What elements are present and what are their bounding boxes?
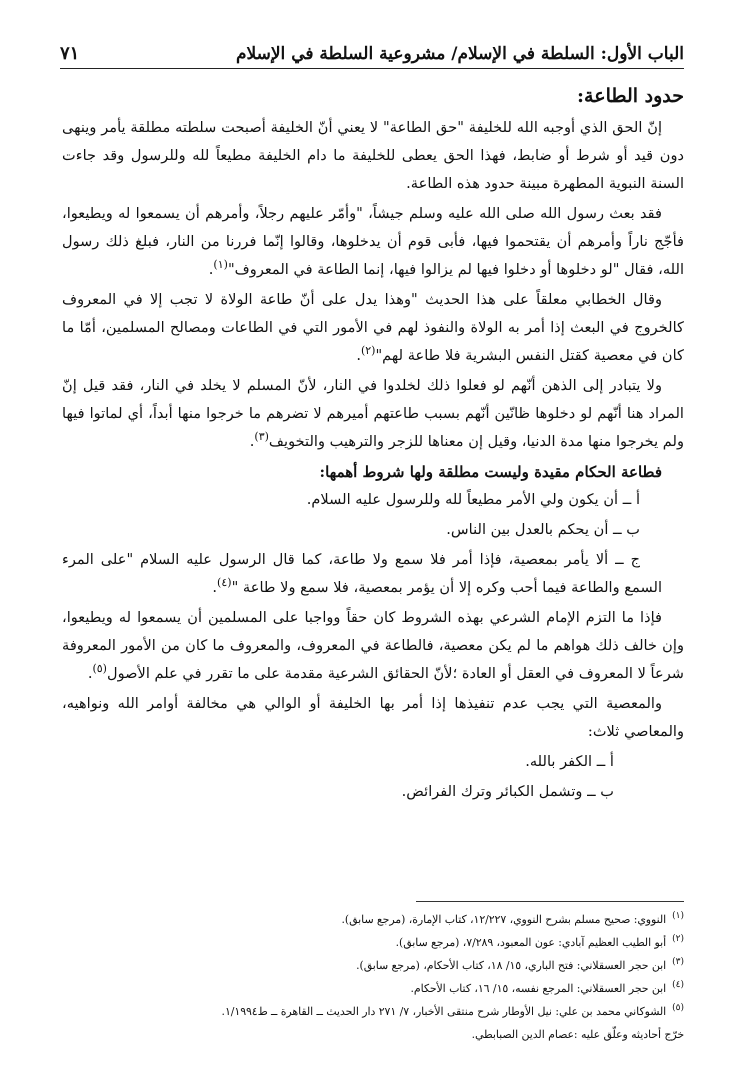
footnote: $^{(٢)}$أبو الطيب العظيم آبادي: عون المعبود، ٧/٢٨٩، (مرجع سابق). — [395, 934, 684, 949]
footnote-ref-1[interactable]: (١) — [213, 258, 228, 272]
paragraph-2: فقد بعث رسول الله صلى الله عليه وسلم جيشاً، "وأمّر عليهم رجلاً، وأمرهم أن يسمعوا له ويطيعوا، فأجّج ناراً وأمرهم أن يقتحموا فيها، فأبى قوم أن يدخلوها، وقالوا إنّما فررنا من النار، فبلغ ذلك رسول الله، فقال "لو دخلوها أو دخلوا فيها لم يزالوا فيها، إنما الطاعة في المعروف"$^{(١)}$. — [62, 205, 684, 278]
footnote-ref-3[interactable]: (٣) — [254, 430, 269, 444]
footnote-divider — [416, 901, 684, 902]
conditions-heading: فطاعة الحكام مقيدة وليست مطلقة ولها شروط أهمها: — [319, 463, 662, 481]
footnote: $^{(١)}$النووي: صحيح مسلم بشرح النووي، ١٢/٢٢٧، كتاب الإمارة، (مرجع سابق). — [341, 911, 684, 926]
page-number: ٧١ — [60, 43, 80, 64]
running-header — [60, 32, 684, 69]
footnote: $^{(٣)}$ابن حجر العسقلاني: فتح الباري، ١٥/ ١٨، كتاب الأحكام، (مرجع سابق). — [356, 957, 684, 972]
paragraph-5: فإذا ما التزم الإمام الشرعي بهذه الشروط كان حقاً وواجبا على المسلمين أن يسمعوا له ويطيعوا، وإن خالف ذلك هواهم ما لم يكن معصية، فالطاعة في المعروف، والمعروف ما كان من الأمور المعروفة شرعاً لا المعروف في العقل أو العادة ؛لأنّ الحقائق الشرعية مقدمة على ما تقرر في علم الأصول$^{(٥)}$. — [62, 609, 684, 682]
footnote-ref-2[interactable]: (٢) — [360, 344, 376, 358]
condition-item: أ ــ أن يكون ولي الأمر مطيعاً لله وللرسول عليه السلام. — [306, 491, 640, 508]
header-title: الباب الأول: السلطة في الإسلام/ مشروعية السلطة في الإسلام — [235, 44, 684, 64]
condition-item: ب ــ أن يحكم بالعدل بين الناس. — [446, 521, 640, 538]
paragraph-4: ولا يتبادر إلى الذهن أنّهم لو فعلوا ذلك لخلدوا في النار، لأنّ المسلم لا يخلد في النار، فقد قيل إنّ المراد هنا أنّهم لو دخلوها ظانّين أنّهم بسبب طاعتهم أميرهم لا تضرهم ما خرجوا منها أبداً، أي لماتوا فيها ولم يخرجوا منها مدة الدنيا، وقيل إن معناها للزجر والترهيب والتخويف$^{(٣)}$. — [62, 377, 684, 450]
sin-item: أ ــ الكفر بالله. — [525, 753, 614, 770]
paragraph-6: والمعصية التي يجب عدم تنفيذها إذا أمر بها الخليفة أو الوالي هي مخالفة أوامر الله ونواهيه، والمعاصي ثلاث: — [62, 695, 684, 740]
footnote-ref-4[interactable]: (٤) — [217, 576, 232, 590]
paragraph-1: إنّ الحق الذي أوجبه الله للخليفة "حق الطاعة" لا يعني أنّ الخليفة أصبحت سلطته مطلقة يأمر وينهى دون قيد أو شرط أو ضابط، فهذا الحق يعطى للخليفة ما دام الخليفة مطيعاً لله وللرسول وقد جاءت السنة النبوية المطهرة مبينة حدود هذه الطاعة. — [62, 119, 684, 192]
sin-item: ب ــ وتشمل الكبائر وترك الفرائض. — [401, 783, 614, 800]
footnote: $^{(٥)}$الشوكاني محمد بن علي: نيل الأوطار شرح منتقى الأخبار، ٧/ ٢٧١ دار الحديث ــ القاهرة ــ ط١/١٩٩٤. — [221, 1003, 684, 1018]
paragraph-3: وقال الخطابي معلقاً على هذا الحديث "وهذا يدل على أنّ طاعة الولاة لا تجب إلا في المعروف كالخروج في البعث إذا أمر به الولاة والنفوذ لهم في الأمور التي في الطاعات ومصالح المسلمين، أمّا ما كان في معصية كقتل النفس البشرية فلا طاعة لهم"$^{(٢)}$. — [62, 291, 684, 364]
footnote-continuation: خرّج أحاديثه وعلّق عليه :عصام الدين الصبابطي. — [471, 1028, 684, 1041]
condition-item: ج ــ ألا يأمر بمعصية، فإذا أمر فلا سمع ولا طاعة، كما قال الرسول عليه السلام "على المرء السمع والطاعة فيما أحب وكره إلا أن يؤمر بمعصية، فلا سمع ولا طاعة "$^{(٤)}$. — [62, 551, 662, 596]
footnotes — [62, 908, 684, 1046]
footnote-ref-5[interactable]: (٥) — [92, 662, 107, 676]
footnote: $^{(٤)}$ابن حجر العسقلاني: المرجع نفسه، ١٥/ ١٦، كتاب الأحكام. — [410, 980, 684, 995]
main-text — [62, 80, 684, 808]
section-title: حدود الطاعة: — [577, 85, 684, 107]
